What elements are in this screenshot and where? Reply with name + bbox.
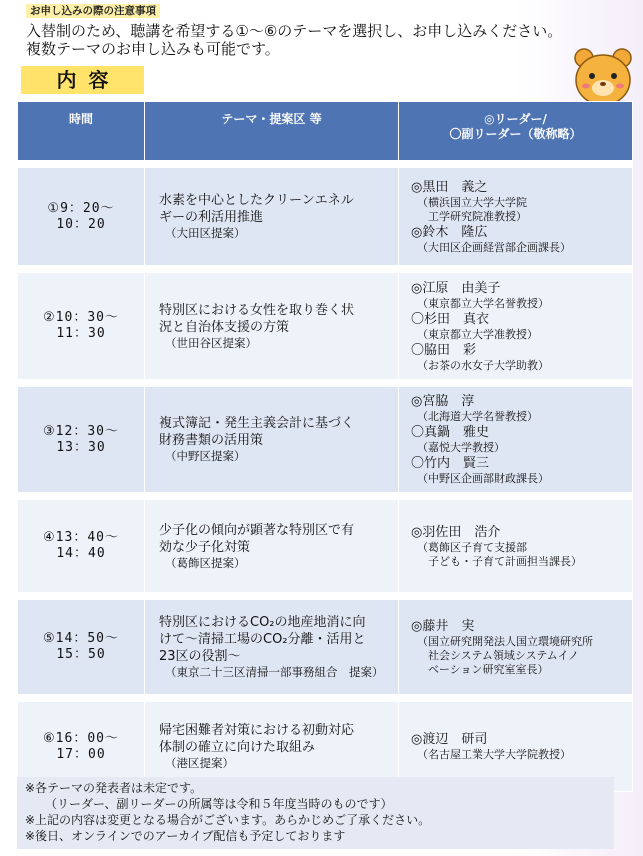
- person-affiliation: ベーション研究室室長）: [417, 662, 549, 676]
- leader-cell: [399, 500, 633, 593]
- person-affiliation: 社会システム領域システムイノ: [417, 648, 579, 662]
- person-affiliation: （東京都立大学名誉教授）: [417, 296, 549, 310]
- time-end: 11：30: [56, 326, 106, 341]
- table-header-row: [18, 102, 633, 161]
- time-cell: [18, 168, 145, 266]
- header-time: 時間: [18, 102, 145, 161]
- time-end: 17：00: [56, 746, 106, 762]
- theme-title-line: けて～清掃工場のCO₂分離・活用と: [159, 632, 366, 647]
- time-start: ⑥16：00～: [43, 730, 119, 746]
- schedule-table: [17, 101, 633, 792]
- time-cell: [18, 273, 145, 380]
- footer-notes: [17, 777, 614, 849]
- person-name: 〇脇田 彩: [411, 342, 477, 358]
- table-row: [18, 500, 633, 593]
- person-name: ◎羽佐田 浩介: [411, 524, 501, 540]
- footer-note-3: ※上記の内容は変更となる場合がございます。あらかじめご了承ください。: [25, 813, 431, 827]
- person-name: ◎藤井 実: [411, 618, 475, 634]
- person-name: ◎黒田 義之: [411, 179, 488, 195]
- footer-note-2: （リーダー、副リーダーの所属等は令和５年度当時のものです）: [45, 797, 393, 811]
- header-theme: テーマ・提案区 等: [145, 102, 399, 161]
- row-gap-cell: [18, 695, 633, 702]
- time-end: 13：30: [56, 439, 106, 455]
- header-leader-line-1: ◎リーダー/: [484, 112, 547, 126]
- footer-note-4: ※後日、オンラインでのアーカイブ配信も予定しております: [25, 829, 346, 843]
- person-affiliation: （お茶の水女子大学助教）: [417, 358, 549, 372]
- time-end: 15：50: [56, 647, 106, 662]
- header-leader: [399, 102, 633, 161]
- time-cell: [18, 387, 145, 493]
- person-affiliation: 子ども・子育て計画担当課長）: [417, 554, 582, 568]
- theme-title-line: 複式簿記・発生主義会計に基づく: [159, 416, 355, 431]
- theme-title-line: 効な少子化対策: [159, 539, 251, 555]
- time-start: ⑤14：50～: [43, 631, 119, 646]
- proposer-label: （東京二十三区清掃一部事務組合 提案）: [165, 665, 384, 679]
- proposer-label: （葛飾区提案）: [165, 555, 246, 570]
- theme-cell: [145, 600, 399, 695]
- person-name: ◎宮脇 淳: [411, 394, 475, 409]
- intro-line-1: 入替制のため、聴講を希望する①～⑥のテーマを選択し、お申し込みください。: [26, 22, 563, 40]
- leader-cell: [399, 273, 633, 380]
- leader-cell: [399, 387, 633, 493]
- schedule-body: [18, 161, 633, 792]
- proposer-label: （中野区提案）: [165, 449, 246, 463]
- proposer-label: （港区提案）: [165, 756, 234, 770]
- person-affiliation: （嘉悦大学教授）: [417, 441, 505, 454]
- theme-title-line: 特別区におけるCO₂の地産地消に向: [159, 615, 366, 630]
- person-affiliation: （国立研究開発法人国立環境研究所: [417, 634, 593, 648]
- row-gap-cell: [18, 593, 633, 600]
- theme-title-line: 少子化の傾向が顕著な特別区で有: [159, 522, 355, 538]
- table-row: [18, 387, 633, 493]
- row-gap-cell: [18, 493, 633, 500]
- person-name: 〇真鍋 雅史: [411, 425, 490, 440]
- row-gap: [18, 695, 633, 702]
- theme-title-line: 特別区における女性を取り巻く状: [159, 302, 355, 318]
- time-cell: [18, 500, 145, 593]
- person-affiliation: 工学研究院准教授）: [417, 209, 527, 223]
- person-affiliation: （横浜国立大学大学院: [417, 195, 527, 209]
- person-affiliation: （大田区企画経営部企画課長）: [417, 240, 571, 254]
- person-affiliation: （中野区企画部財政課長）: [417, 472, 549, 485]
- time-start: ③12：30～: [43, 423, 119, 439]
- theme-title-line: ギーの利活用推進: [159, 210, 264, 225]
- person-name: ◎鈴木 隆広: [411, 224, 488, 240]
- theme-cell: [145, 500, 399, 593]
- person-affiliation: （北海道大学名誉教授）: [417, 410, 538, 423]
- leader-cell: [399, 168, 633, 266]
- theme-title-line: 財務書類の活用策: [159, 433, 264, 448]
- person-name: 〇杉田 真衣: [411, 311, 490, 327]
- table-row: [18, 600, 633, 695]
- footer-note-1: ※各テーマの発表者は未定です。: [25, 781, 203, 795]
- person-name: ◎渡辺 研司: [411, 732, 488, 747]
- row-gap-cell: [18, 380, 633, 387]
- row-gap: [18, 161, 633, 168]
- proposer-label: （大田区提案）: [165, 226, 246, 240]
- person-name: ◎江原 由美子: [411, 280, 501, 296]
- row-gap: [18, 493, 633, 500]
- leader-cell: [399, 600, 633, 695]
- row-gap: [18, 380, 633, 387]
- intro-line-2: 複数テーマのお申し込みも可能です。: [26, 40, 280, 58]
- row-gap-cell: [18, 266, 633, 273]
- header-leader-line-2: 〇副リーダー（敬称略）: [449, 127, 582, 141]
- row-gap-cell: [18, 161, 633, 168]
- table-row: [18, 273, 633, 380]
- time-end: 10：20: [56, 216, 106, 232]
- time-start: ①9：20～: [47, 200, 115, 216]
- theme-cell: [145, 168, 399, 266]
- row-gap: [18, 266, 633, 273]
- person-affiliation: （東京都立大学准教授）: [417, 327, 538, 341]
- theme-cell: [145, 273, 399, 380]
- person-affiliation: （名古屋工業大学大学院教授）: [417, 748, 571, 761]
- person-affiliation: （葛飾区子育て支援部: [417, 540, 527, 554]
- theme-cell: [145, 387, 399, 493]
- row-gap: [18, 593, 633, 600]
- table-row: [18, 168, 633, 266]
- notice-tag: お申し込みの際の注意事項: [26, 4, 160, 18]
- theme-title-line: 況と自治体支援の方策: [159, 319, 290, 335]
- time-end: 14：40: [56, 546, 106, 561]
- theme-title-line: 帰宅困難者対策における初動対応: [159, 723, 355, 738]
- person-name: 〇竹内 賢三: [411, 456, 490, 471]
- theme-title-line: 体制の確立に向けた取組み: [159, 740, 316, 755]
- time-start: ②10：30～: [43, 310, 119, 325]
- theme-title-line: 水素を中心としたクリーンエネル: [159, 193, 354, 208]
- time-cell: [18, 600, 145, 695]
- time-start: ④13：40～: [43, 530, 119, 545]
- proposer-label: （世田谷区提案）: [165, 335, 257, 350]
- section-title: 内容: [21, 66, 144, 94]
- theme-title-line: 23区の役割～: [159, 649, 241, 664]
